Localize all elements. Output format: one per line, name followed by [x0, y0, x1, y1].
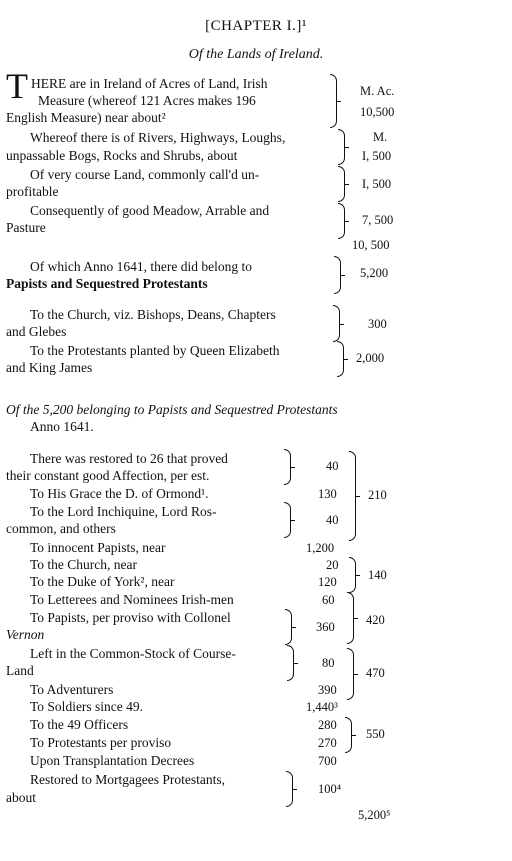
table-row: common, and others: [6, 521, 116, 536]
table-row: Left in the Common-Stock of Course-: [30, 646, 236, 661]
table-row: about: [6, 790, 36, 805]
value: 100⁴: [318, 782, 342, 796]
value: 120: [318, 575, 337, 589]
value: 2,000: [356, 351, 385, 365]
text-line: To the Protestants planted by Queen Elizabeth: [30, 343, 280, 358]
brace: [284, 502, 291, 538]
value: 20: [326, 558, 339, 572]
text-line: English Measure) near about²: [6, 110, 166, 125]
value: 700: [318, 754, 337, 768]
value: I, 500: [362, 177, 392, 191]
value: 5,200: [360, 266, 389, 280]
table-row: To the Lord Inchiquine, Lord Ros-: [30, 504, 217, 519]
brace: [287, 645, 294, 681]
brace: [337, 341, 344, 377]
value: 80: [322, 656, 335, 670]
text-line: Measure (whereof 121 Acres makes 196: [38, 93, 256, 108]
value: 40: [326, 513, 339, 527]
table-row: To His Grace the D. of Ormond¹.: [30, 486, 209, 501]
value: 270: [318, 736, 337, 750]
brace: [338, 166, 345, 202]
text-line: Papists and Sequestred Protestants: [6, 276, 208, 291]
value: 60: [322, 593, 335, 607]
table-row: To the Church, near: [30, 557, 138, 572]
brace: [285, 609, 292, 645]
value: 1,200: [306, 541, 335, 555]
table-row: To Soldiers since 49.: [30, 699, 144, 714]
section-heading: Of the 5,200 belonging to Papists and Sequestred Protestants: [6, 402, 338, 417]
table-row: Restored to Mortgagees Protestants,: [30, 772, 225, 787]
table-row: To Papists, per proviso with Collonel: [30, 610, 231, 625]
brace: [330, 74, 337, 128]
value: 300: [368, 317, 387, 331]
brace: [284, 449, 291, 485]
table-row: Land: [6, 663, 34, 678]
value: 10,500: [360, 105, 395, 119]
chapter-subtitle: Of the Lands of Ireland.: [188, 47, 324, 62]
group-total: 470: [366, 666, 385, 680]
brace: [286, 771, 293, 807]
group-total: 140: [368, 568, 387, 582]
brace: [338, 203, 345, 239]
value: 10, 500: [352, 238, 390, 252]
value: 280: [318, 718, 337, 732]
brace: [347, 592, 354, 644]
table-row: To Letterees and Nominees Irish-men: [30, 592, 234, 607]
value: 1,440³: [306, 700, 338, 714]
value: 360: [316, 620, 335, 634]
text-line: Of very course Land, commonly call'd un-: [30, 167, 260, 182]
group-total: 550: [366, 727, 385, 741]
table-row: To innocent Papists, near: [30, 540, 166, 555]
grand-total: 5,200⁵: [358, 808, 391, 822]
value: 7, 500: [362, 213, 394, 227]
table-row: To the 49 Officers: [30, 717, 129, 732]
brace: [347, 648, 354, 700]
column-heading: M.: [373, 130, 388, 144]
text-line: Consequently of good Meadow, Arrable and: [30, 203, 270, 218]
brace: [349, 451, 356, 541]
group-total: 210: [368, 488, 387, 502]
brace: [349, 557, 356, 593]
group-total: 420: [366, 613, 385, 627]
text-line: and Glebes: [6, 324, 67, 339]
table-row: Vernon: [6, 627, 45, 642]
value: 40: [326, 459, 339, 473]
section-subheading: Anno 1641.: [30, 419, 94, 434]
table-row: To the Duke of York², near: [30, 574, 175, 589]
brace: [334, 256, 341, 294]
brace: [338, 129, 345, 165]
brace: [333, 305, 340, 342]
brace: [345, 717, 352, 753]
text-line: Pasture: [6, 220, 46, 235]
text-line: HERE are in Ireland of Acres of Land, Irish: [31, 76, 268, 91]
text-line: Whereof there is of Rivers, Highways, Loughs,: [30, 130, 286, 145]
chapter-heading: [CHAPTER I.]¹: [205, 18, 307, 34]
text-line: Of which Anno 1641, there did belong to: [30, 259, 252, 274]
text-line: profitable: [6, 184, 59, 199]
value: 130: [318, 487, 337, 501]
column-heading: M. Ac.: [360, 84, 395, 98]
table-row: their constant good Affection, per est.: [6, 468, 210, 483]
drop-cap: T: [6, 66, 28, 106]
text-line: unpassable Bogs, Rocks and Shrubs, about: [6, 148, 238, 163]
value: 390: [318, 683, 337, 697]
text-line: To the Church, viz. Bishops, Deans, Chapters: [30, 307, 276, 322]
table-row: There was restored to 26 that proved: [30, 451, 228, 466]
table-row: Upon Transplantation Decrees: [30, 753, 195, 768]
table-row: To Adventurers: [30, 682, 114, 697]
value: I, 500: [362, 149, 392, 163]
table-row: To Protestants per proviso: [30, 735, 172, 750]
text-line: and King James: [6, 360, 93, 375]
